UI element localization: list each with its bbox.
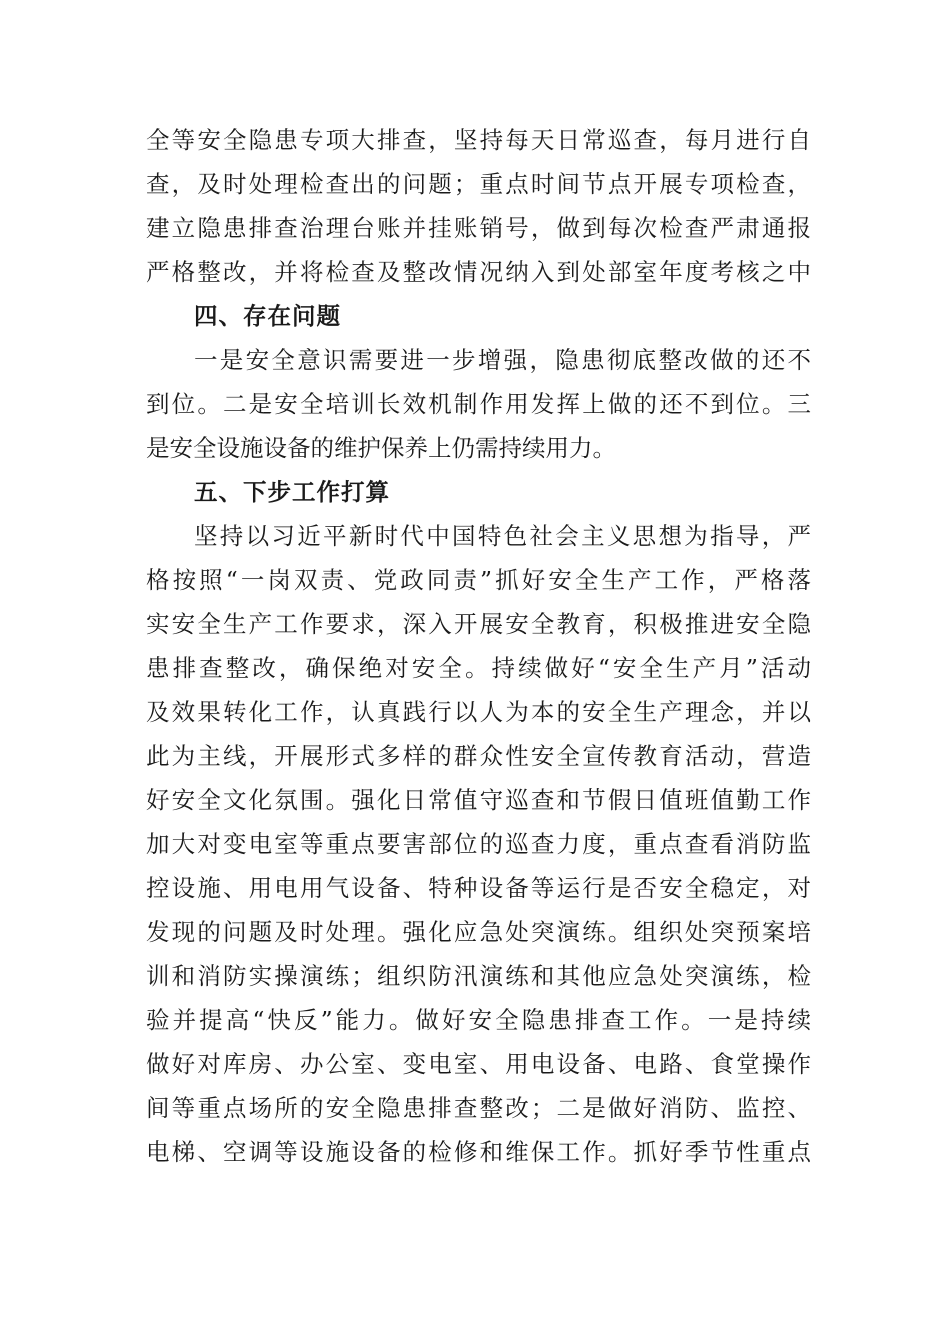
text-line: 验并提高“快反”能力。做好安全隐患排查工作。一是持续 — [146, 1006, 811, 1034]
text-line: 控设施、用电用气设备、特种设备等运行是否安全稳定，对 — [146, 874, 811, 902]
section-heading-next-steps: 五、下步工作打算 — [194, 478, 390, 506]
text-line: 到位。二是安全培训长效机制作用发挥上做的还不到位。三 — [146, 390, 811, 418]
text-line: 及效果转化工作，认真践行以人为本的安全生产理念，并以 — [146, 698, 811, 726]
text-line: 做好对库房、办公室、变电室、用电设备、电路、食堂操作 — [146, 1050, 811, 1078]
text-line: 此为主线，开展形式多样的群众性安全宣传教育活动，营造 — [146, 742, 811, 770]
text-line: 发现的问题及时处理。强化应急处突演练。组织处突预案培 — [146, 918, 811, 946]
text-line: 坚持以习近平新时代中国特色社会主义思想为指导，严 — [194, 522, 811, 550]
paragraph-problems — [146, 338, 811, 470]
text-line: 查，及时处理检查出的问题；重点时间节点开展专项检查， — [146, 170, 811, 198]
text-line: 加大对变电室等重点要害部位的巡查力度，重点查看消防监 — [146, 830, 811, 858]
section-heading-problems: 四、存在问题 — [194, 302, 341, 330]
text-line: 好安全文化氛围。强化日常值守巡查和节假日值班值勤工作 — [146, 786, 811, 814]
text-line: 间等重点场所的安全隐患排查整改；二是做好消防、监控、 — [146, 1094, 811, 1122]
text-line: 训和消防实操演练；组织防汛演练和其他应急处突演练，检 — [146, 962, 811, 990]
text-line: 电梯、空调等设施设备的检修和维保工作。抓好季节性重点 — [146, 1138, 811, 1166]
text-line: 是安全设施设备的维护保养上仍需持续用力。 — [146, 434, 616, 462]
paragraph-inspection-continued — [146, 118, 811, 294]
document-body — [146, 118, 811, 1174]
paragraph-next-steps — [146, 514, 811, 1174]
text-line: 严格整改，并将检查及整改情况纳入到处部室年度考核之中 — [146, 258, 811, 286]
text-line: 建立隐患排查治理台账并挂账销号，做到每次检查严肃通报 — [146, 214, 811, 242]
text-line: 一是安全意识需要进一步增强，隐患彻底整改做的还不 — [194, 346, 811, 374]
text-line: 全等安全隐患专项大排查，坚持每天日常巡查，每月进行自 — [146, 126, 811, 154]
text-line: 格按照“一岗双责、党政同责”抓好安全生产工作，严格落 — [146, 566, 811, 594]
text-line: 患排查整改，确保绝对安全。持续做好“安全生产月”活动 — [146, 654, 811, 682]
text-line: 实安全生产工作要求，深入开展安全教育，积极推进安全隐 — [146, 610, 811, 638]
